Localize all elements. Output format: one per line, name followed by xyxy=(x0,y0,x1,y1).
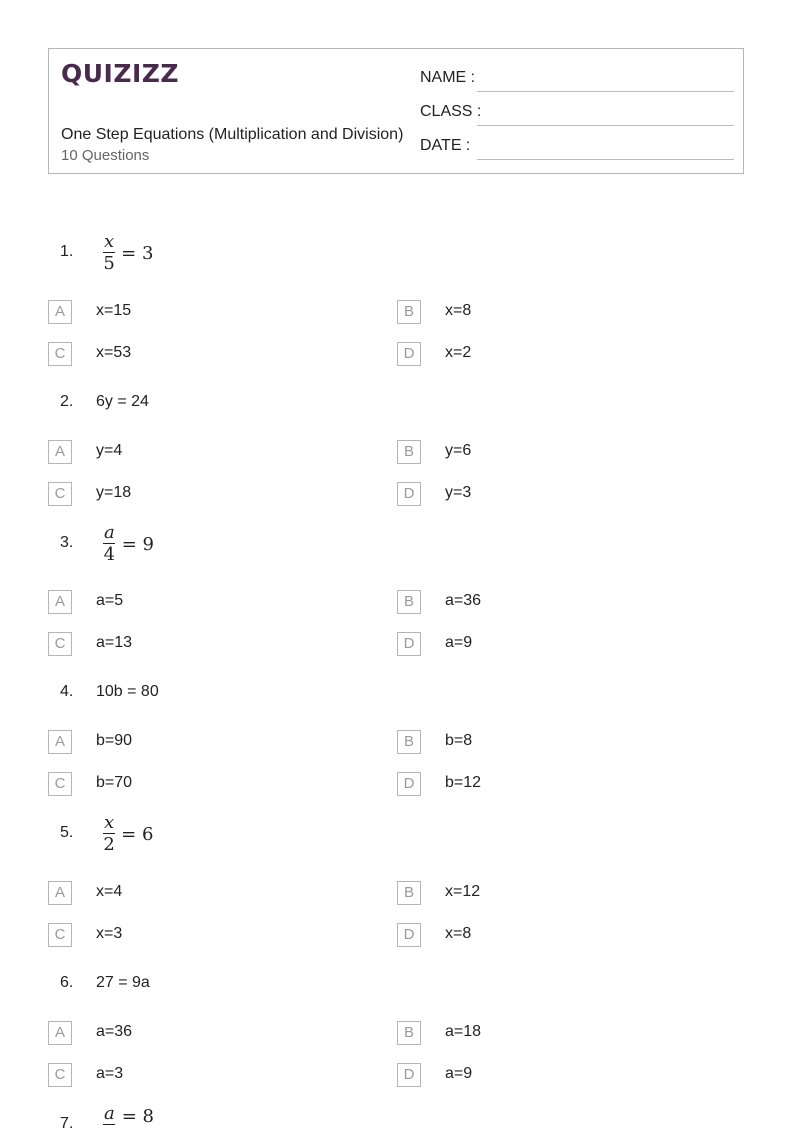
option-letter: C xyxy=(48,342,72,366)
option-letter: B xyxy=(397,440,421,464)
name-field[interactable] xyxy=(420,69,734,91)
class-line[interactable] xyxy=(477,125,734,126)
question-number: 3. xyxy=(60,534,74,551)
question-equation xyxy=(103,232,153,275)
equation-rhs: = 6 xyxy=(121,824,154,845)
date-line[interactable] xyxy=(477,159,734,160)
equation-rhs: = 8 xyxy=(121,1106,154,1127)
name-label: NAME : xyxy=(420,69,476,86)
worksheet-header xyxy=(48,48,744,174)
option-text: y=18 xyxy=(96,484,132,501)
class-label: CLASS : xyxy=(420,103,482,120)
option-letter: B xyxy=(397,881,421,905)
fraction-numerator: x xyxy=(104,812,115,833)
option-letter: A xyxy=(48,590,72,614)
date-label: DATE : xyxy=(420,137,471,154)
question-number: 6. xyxy=(60,974,74,991)
option-text: x=3 xyxy=(96,925,123,942)
option-text: a=9 xyxy=(445,1065,473,1082)
quizizz-logo: QUIZIZZ xyxy=(61,59,180,88)
option-text: x=12 xyxy=(445,883,481,900)
option-text: x=15 xyxy=(96,302,132,319)
question-equation xyxy=(103,523,154,566)
option-letter: B xyxy=(397,300,421,324)
class-field[interactable] xyxy=(420,103,734,125)
option-letter: A xyxy=(48,1021,72,1045)
worksheet-title: One Step Equations (Multiplication and Division) xyxy=(61,126,404,143)
option-letter: B xyxy=(397,590,421,614)
option-text: b=12 xyxy=(445,774,482,791)
option-text: y=6 xyxy=(445,442,472,459)
fraction-numerator: a xyxy=(104,1103,115,1124)
option-text: x=8 xyxy=(445,925,472,942)
option-letter: D xyxy=(397,632,421,656)
question-7 xyxy=(0,1103,794,1132)
question-number: 5. xyxy=(60,824,74,841)
fraction-numerator: x xyxy=(104,231,115,252)
option-letter: C xyxy=(48,482,72,506)
name-line[interactable] xyxy=(477,91,734,92)
option-text: a=9 xyxy=(445,634,473,651)
option-letter: C xyxy=(48,923,72,947)
option-text: a=3 xyxy=(96,1065,124,1082)
option-letter: D xyxy=(397,1063,421,1087)
option-letter: B xyxy=(397,1021,421,1045)
question-number: 7. xyxy=(60,1115,74,1132)
equation-rhs: = 3 xyxy=(121,243,154,264)
option-letter: A xyxy=(48,300,72,324)
question-number: 1. xyxy=(60,243,74,260)
option-letter: D xyxy=(397,923,421,947)
option-letter: C xyxy=(48,772,72,796)
option-text: x=53 xyxy=(96,344,132,361)
option-letter: A xyxy=(48,881,72,905)
option-letter: D xyxy=(397,772,421,796)
fraction-denominator: 4 xyxy=(103,544,116,565)
option-text: x=2 xyxy=(445,344,472,361)
option-text: a=5 xyxy=(96,592,124,609)
option-letter: D xyxy=(397,342,421,366)
option-text: x=8 xyxy=(445,302,472,319)
question-text: 10b = 80 xyxy=(96,683,159,700)
option-letter: C xyxy=(48,632,72,656)
date-field[interactable] xyxy=(420,137,734,159)
option-letter: B xyxy=(397,730,421,754)
question-equation xyxy=(103,813,153,856)
question-count: 10 Questions xyxy=(61,147,150,164)
option-text: a=18 xyxy=(445,1023,482,1040)
option-text: a=13 xyxy=(96,634,133,651)
option-text: b=8 xyxy=(445,732,473,749)
question-text: 6y = 24 xyxy=(96,393,149,410)
question-equation xyxy=(103,1104,154,1125)
fraction-denominator: 2 xyxy=(103,834,115,855)
option-text: y=4 xyxy=(96,442,123,459)
option-text: b=90 xyxy=(96,732,133,749)
option-letter: A xyxy=(48,440,72,464)
option-letter: A xyxy=(48,730,72,754)
fraction-denominator: 5 xyxy=(103,253,115,274)
option-text: y=3 xyxy=(445,484,472,501)
equation-rhs: = 9 xyxy=(121,534,154,555)
option-letter: D xyxy=(397,482,421,506)
option-letter: C xyxy=(48,1063,72,1087)
question-number: 4. xyxy=(60,683,74,700)
option-text: a=36 xyxy=(96,1023,133,1040)
option-text: b=70 xyxy=(96,774,133,791)
question-text: 27 = 9a xyxy=(96,974,150,991)
option-text: a=36 xyxy=(445,592,482,609)
fraction-numerator: a xyxy=(104,522,115,543)
question-number: 2. xyxy=(60,393,74,410)
option-text: x=4 xyxy=(96,883,123,900)
